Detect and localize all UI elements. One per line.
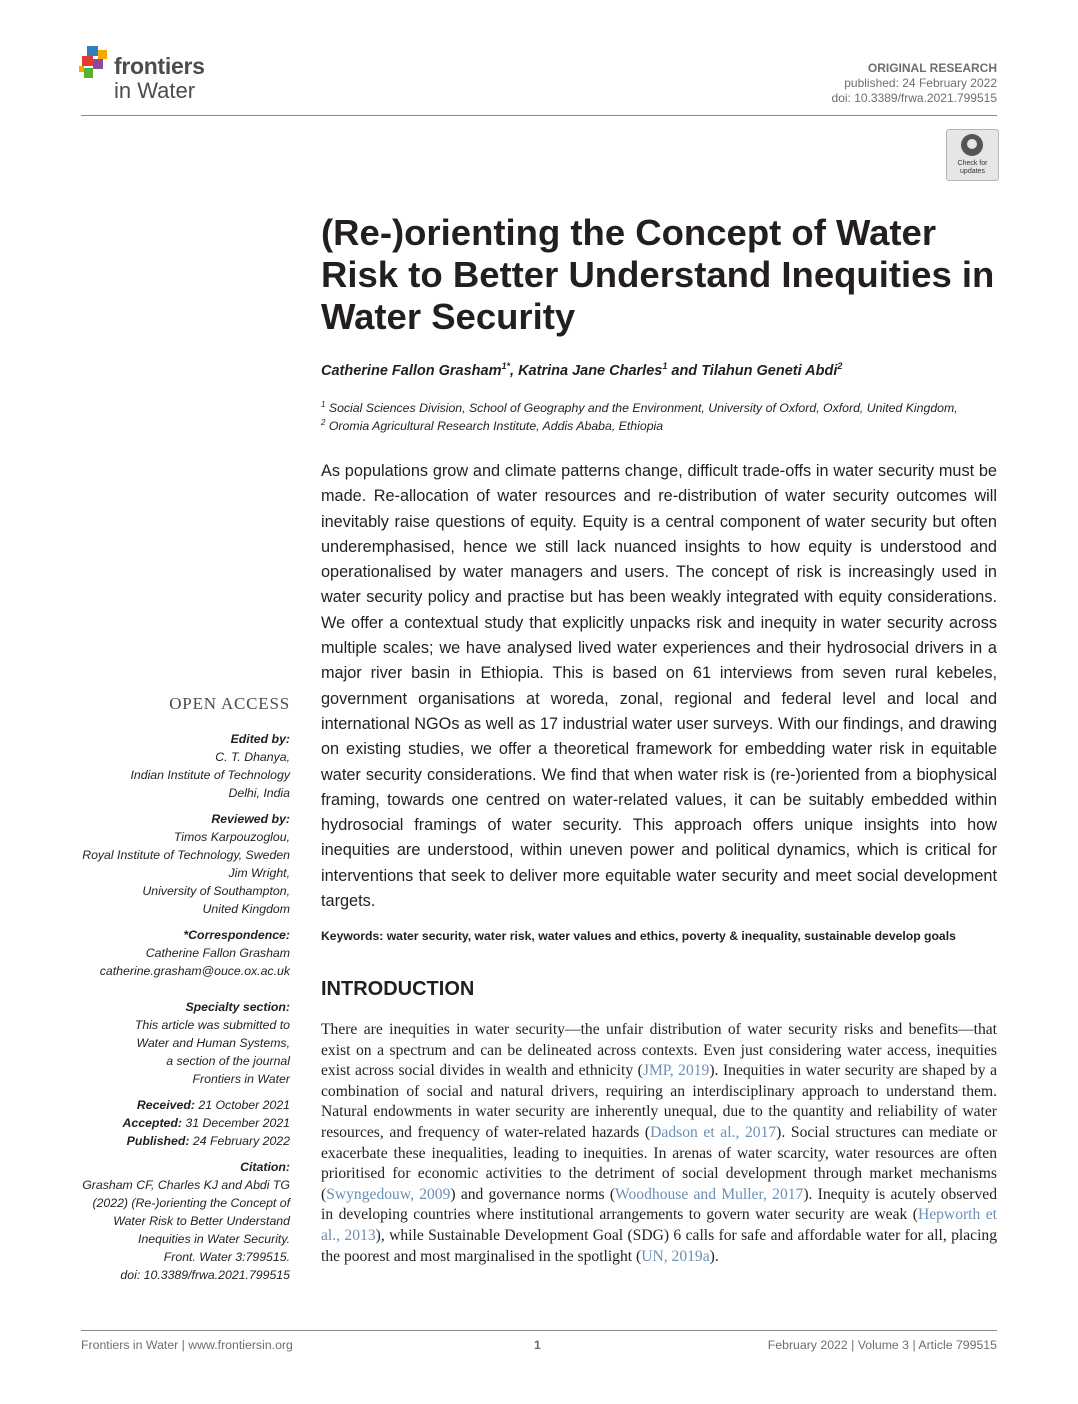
specialty-line: Water and Human Systems, [136, 1036, 290, 1050]
reviewer-line: University of Southampton, [142, 884, 290, 898]
editor-line: Delhi, India [228, 786, 290, 800]
open-access-label: OPEN ACCESS [169, 694, 290, 713]
affiliation [321, 414, 1001, 435]
citation-label: Citation: [240, 1160, 290, 1174]
received-value: 21 October 2021 [194, 1098, 290, 1112]
accepted-label: Accepted: [122, 1116, 182, 1130]
citation-doi[interactable]: doi: 10.3389/frwa.2021.799515 [120, 1268, 290, 1282]
accepted-value: 31 December 2021 [181, 1116, 290, 1130]
received-date [70, 1096, 290, 1114]
author-name[interactable]: Katrina Jane Charles [518, 362, 663, 379]
author-affiliation-mark: 1* [501, 361, 511, 371]
citation-link[interactable]: UN, 2019a [641, 1247, 710, 1265]
section-heading-introduction: INTRODUCTION [321, 978, 475, 1000]
citation-line: Front. Water 3:799515. [163, 1250, 290, 1264]
affiliation-number: 1 [321, 400, 326, 409]
citation-link[interactable]: Swyngedouw, 2009 [326, 1185, 451, 1203]
logo-journal-name: in Water [114, 78, 196, 103]
specialty-section-label: Specialty section: [185, 1000, 290, 1014]
edited-by-label: Edited by: [230, 732, 290, 746]
editor-line: C. T. Dhanya, [215, 750, 290, 764]
check-for-updates-badge[interactable] [946, 129, 999, 181]
citation-link[interactable]: Woodhouse and Muller, 2017 [615, 1185, 804, 1203]
correspondence-name: Catherine Fallon Grasham [145, 946, 290, 960]
body-text: ). [709, 1247, 719, 1265]
journal-logo [78, 44, 228, 104]
body-text: ). Inequity is acutely observed in developing countries where institutional arrangements to govern water security are weak ( [321, 1185, 998, 1224]
abstract: As populations grow and climate patterns change, difficult trade-offs in water security must be made. Re-allocation of water resources and re-distribution of water security outcomes will inevitably raise questions of equity. Equity is a central component of water security but often underemphasised, hence we still lack nuanced insights to how equity is understood and operationalised by water managers and users. The concept of risk is increasingly used in water security policy and practise but has been weakly integrated with equity considerations. We offer a contextual study that explicitly unpacks risk and inequity in water security across multiple scales; we have analysed lived water experiences and their hydrosocial drivers in a major river basin in Ethiopia. This is based on 61 interviews from seven rural kebeles, government organisations at woreda, zonal, regional and federal level and local and international NGOs as well as 17 industrial water user surveys. With our findings, and drawing on existing studies, we offer a theoretical framework for embedding water risk in equitable water security considerations. We find that when water risk is (re-)oriented from a biophysical framing, towards one centred on water-related values, it can be suitably embedded within hydrosocial framings of water security. This approach offers unique insights into how inequities are understood, within uneven power and political dynamics, which is critical for interventions that seek to deliver more equitable water security and meet social development targets. [321, 462, 997, 911]
frontiers-logo-icon [78, 44, 114, 84]
citation-link[interactable]: Dadson et al., 2017 [650, 1123, 777, 1141]
reviewer-line: Timos Karpouzoglou, [173, 830, 290, 844]
published-date-sidebar [70, 1132, 290, 1150]
article-info-sidebar [70, 694, 290, 1284]
specialty-line: a section of the journal [166, 1054, 290, 1068]
citation-line: Water Risk to Better Understand [113, 1214, 290, 1228]
citation-line: Grasham CF, Charles KJ and Abdi TG [82, 1178, 290, 1192]
body-text: ) and governance norms ( [450, 1185, 616, 1203]
introduction-paragraph [321, 1020, 997, 1267]
affiliation-number: 2 [321, 418, 326, 427]
author-affiliation-mark: 2 [837, 361, 843, 371]
body-text: There are inequities in water security—the unfair distribution of water security risks and benefits—that exist on a spectrum and can be delineated across contexts. Even just considering water access, inequities exist across social divides in wealth and ethnicity ( [321, 1021, 997, 1080]
specialty-line: This article was submitted to [134, 1018, 290, 1032]
body-text: ). Social structures can mediate or exacerbate these inequalities, leading to inequities. In arenas of water scarcity, water resources are often prioritised for economic activities to the detriment of social development through market mechanisms ( [321, 1123, 997, 1203]
editor-line: Indian Institute of Technology [130, 768, 290, 782]
citation-link[interactable]: JMP, 2019 [642, 1062, 710, 1080]
body-text: ). Inequities in water security are shaped by a combination of social and natural drivers, requiring an interdisciplinary approach to understand them. Natural endowments in water security are inherently unequal, due to the quantity and reliability of water resources, and frequency of water-related hazards ( [321, 1062, 997, 1141]
reviewer-line: Royal Institute of Technology, Sweden [82, 848, 290, 862]
received-label: Received: [136, 1098, 195, 1112]
footer-journal-site[interactable]: Frontiers in Water | www.frontiersin.org [81, 1338, 293, 1352]
page-number: 1 [534, 1338, 541, 1352]
article-title: (Re-)orienting the Concept of Water Risk to Better Understand Inequities in Water Security [321, 212, 995, 337]
citation-line: (2022) (Re-)orienting the Concept of [92, 1196, 290, 1210]
correspondence-label: *Correspondence: [183, 928, 290, 942]
published-value: 24 February 2022 [189, 1134, 290, 1148]
doi[interactable]: doi: 10.3389/frwa.2021.799515 [831, 91, 997, 105]
article-type: ORIGINAL RESEARCH [867, 61, 997, 75]
body-text: ), while Sustainable Development Goal (SDG) 6 calls for safe and affordable water for all, placing the poorest and most marginalised in the spotlight ( [321, 1226, 998, 1265]
crossmark-icon [961, 134, 983, 156]
author-affiliation-mark: 1 [662, 361, 668, 371]
author-list [321, 361, 1001, 379]
published-date: published: 24 February 2022 [844, 76, 997, 90]
logo-wordmark: frontiers [114, 53, 205, 79]
header-rule [81, 115, 997, 116]
reviewer-line: United Kingdom [202, 902, 290, 916]
author-separator: , [510, 362, 519, 379]
author-name[interactable]: Tilahun Geneti Abdi [701, 362, 838, 379]
author-separator: and [667, 362, 702, 379]
reviewer-line: Jim Wright, [228, 866, 290, 880]
footer-rule [81, 1330, 997, 1331]
reviewed-by-label: Reviewed by: [211, 812, 290, 826]
keywords: Keywords: water security, water risk, water values and ethics, poverty & inequality, sustainable develop goals [321, 929, 956, 943]
affiliation-text: Oromia Agricultural Research Institute, Addis Ababa, Ethiopia [325, 419, 664, 434]
accepted-date [70, 1114, 290, 1132]
footer-issue-info: February 2022 | Volume 3 | Article 799515 [767, 1338, 997, 1352]
author-name[interactable]: Catherine Fallon Grasham [321, 362, 502, 379]
citation-line: Inequities in Water Security. [138, 1232, 290, 1246]
affiliation-text: Social Sciences Division, School of Geography and the Environment, University of Oxford, Oxford, United Kingdom, [325, 401, 958, 416]
correspondence-email[interactable]: catherine.grasham@ouce.ox.ac.uk [99, 964, 290, 978]
specialty-line: Frontiers in Water [192, 1072, 290, 1086]
published-label: Published: [126, 1134, 190, 1148]
crossmark-label: Check for updates [957, 160, 988, 175]
citation-link[interactable]: Hepworth et al., 2013 [321, 1206, 998, 1244]
